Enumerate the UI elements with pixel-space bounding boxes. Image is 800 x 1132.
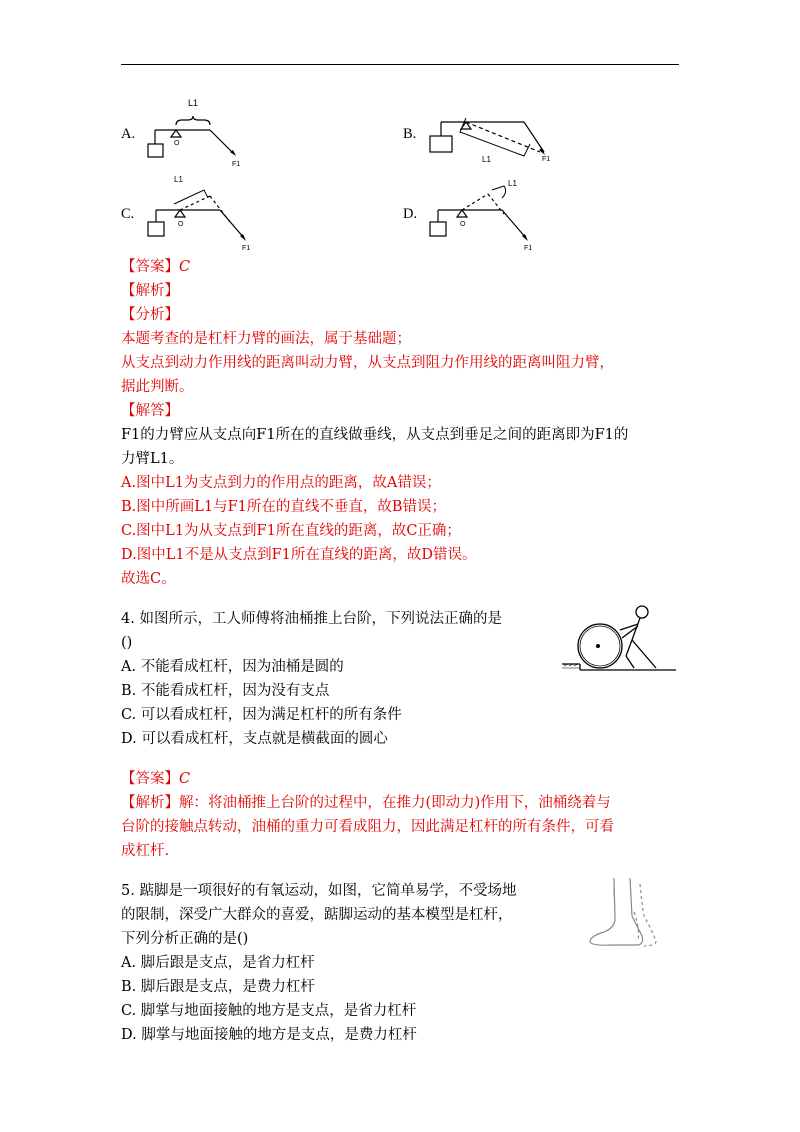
header-rule bbox=[121, 64, 679, 65]
svg-text:F1: F1 bbox=[232, 161, 241, 168]
q4-stem-line-2: () bbox=[121, 635, 133, 651]
svg-text:L1: L1 bbox=[508, 179, 517, 188]
q3-fenxi-line-1: 本题考查的是杠杆力臂的画法，属于基础题； bbox=[121, 331, 411, 347]
q4-analysis-line-1: 【解析】解：将油桶推上台阶的过程中，在推力(即动力)作用下，油桶绕着与 bbox=[121, 795, 611, 811]
lever-figure-b bbox=[420, 108, 560, 174]
lever-figure-d bbox=[420, 172, 540, 252]
q3-option-a-analysis: A.图中L1为支点到力的作用点的距离，故A错误； bbox=[121, 475, 441, 491]
svg-text:O: O bbox=[178, 221, 184, 228]
svg-text:L1: L1 bbox=[482, 155, 491, 164]
q5-stem-line-1: 5. 踮脚是一项很好的有氧运动，如图，它简单易学，不受场地 bbox=[121, 883, 517, 899]
q3-option-c-analysis: C.图中L1为从支点到F1所在直线的距离，故C正确； bbox=[121, 523, 461, 539]
q4-answer-value: C bbox=[179, 771, 191, 787]
l1-label: L1 bbox=[188, 98, 199, 108]
q4-stem-line-1: 4. 如图所示，工人师傅将油桶推上台阶，下列说法正确的是 bbox=[121, 611, 502, 627]
figure-a-label: A. bbox=[121, 126, 136, 142]
oil-barrel-worker-figure bbox=[560, 604, 680, 676]
q5-stem-line-3: 下列分析正确的是() bbox=[121, 931, 249, 947]
q4-option-a: A. 不能看成杠杆，因为油桶是圆的 bbox=[121, 659, 344, 675]
q5-stem-line-2: 的限制，深受广大群众的喜爱，踮脚运动的基本模型是杠杆， bbox=[121, 907, 513, 923]
q5-option-c: C. 脚掌与地面接触的地方是支点，是省力杠杆 bbox=[121, 1003, 417, 1019]
svg-text:F1: F1 bbox=[242, 245, 251, 252]
q5-option-b: B. 脚后跟是支点，是费力杠杆 bbox=[121, 979, 315, 995]
svg-text:O: O bbox=[460, 221, 466, 228]
q3-jieda-line-2: 力臂L1。 bbox=[121, 451, 184, 467]
q3-option-b-analysis: B.图中所画L1与F1所在的直线不垂直，故B错误； bbox=[121, 499, 447, 515]
svg-text:L1: L1 bbox=[174, 175, 183, 184]
lever-figure-a bbox=[140, 92, 250, 172]
q3-conclusion: 故选C。 bbox=[121, 571, 176, 587]
q5-option-d: D. 脚掌与地面接触的地方是支点，是费力杠杆 bbox=[121, 1027, 417, 1043]
figure-c-label: C. bbox=[121, 206, 135, 222]
q4-option-d: D. 可以看成杠杆，支点就是横截面的圆心 bbox=[121, 731, 388, 747]
q3-fenxi-line-3: 据此判断。 bbox=[121, 379, 194, 395]
svg-text:O: O bbox=[174, 140, 180, 147]
q3-fenxi-line-2: 从支点到动力作用线的距离叫动力臂，从支点到阻力作用线的距离叫阻力臂， bbox=[121, 355, 614, 371]
q4-analysis-line-3: 成杠杆. bbox=[121, 843, 170, 859]
figure-d-label: D. bbox=[403, 206, 418, 222]
tiptoe-foot-figure bbox=[584, 876, 676, 948]
q3-answer-value: C bbox=[179, 259, 191, 275]
svg-text:F1: F1 bbox=[542, 156, 551, 163]
q4-option-b: B. 不能看成杠杆，因为没有支点 bbox=[121, 683, 330, 699]
svg-text:F1: F1 bbox=[524, 245, 533, 252]
q3-analysis-tag: 【解析】 bbox=[121, 283, 179, 299]
q3-fenxi-tag: 【分析】 bbox=[121, 307, 179, 323]
q3-jieda-line-1: F1的力臂应从支点向F1所在的直线做垂线，从支点到垂足之间的距离即为F1的 bbox=[121, 427, 629, 443]
figure-b-label: B. bbox=[403, 126, 417, 142]
q4-analysis-line-2: 台阶的接触点转动，油桶的重力可看成阻力，因此满足杠杆的所有条件，可看 bbox=[121, 819, 614, 835]
lever-figure-c bbox=[140, 170, 260, 250]
q3-option-d-analysis: D.图中L1不是从支点到F1所在直线的距离，故D错误。 bbox=[121, 547, 477, 563]
q4-answer-line: 【答案】C bbox=[121, 771, 191, 787]
q3-jieda-tag: 【解答】 bbox=[121, 403, 179, 419]
q3-answer-line: 【答案】C bbox=[121, 259, 191, 275]
q4-option-c: C. 可以看成杠杆，因为满足杠杆的所有条件 bbox=[121, 707, 402, 723]
q5-option-a: A. 脚后跟是支点，是省力杠杆 bbox=[121, 955, 315, 971]
